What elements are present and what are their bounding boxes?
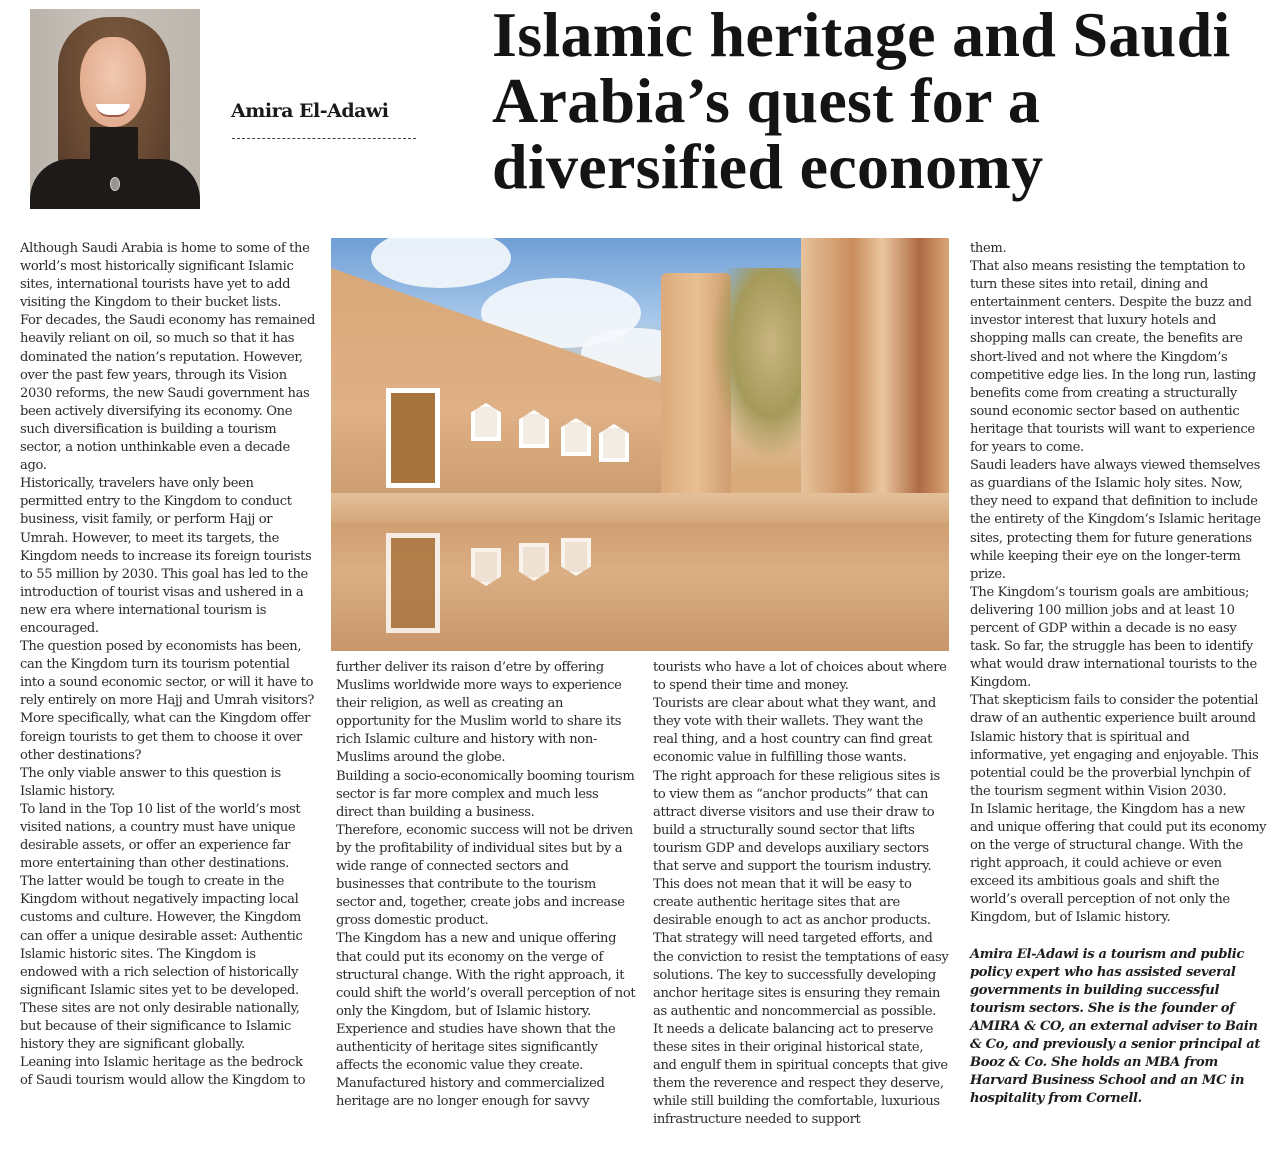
paragraph: Leaning into Islamic heritage as the bedrock of Saudi tourism would allow the Kingdom to <box>20 1055 306 1089</box>
paragraph: This does not mean that it will be easy to create authentic heritage sites that are desirable enough to act as anchor products. That strategy will need targeted efforts, and the conviction to resist the temptations of easy solutions. The key to successfully developing anchor heritage sites is ensuring they remain as authentic and noncommercial as possible. <box>653 877 949 1019</box>
article-column-3 <box>653 659 949 1129</box>
author-photo <box>30 9 200 209</box>
wooden-door-reflection <box>386 533 440 633</box>
paragraph: The Kingdom has a new and unique offering that could put its economy on the verge of structural change. With the right approach, it could shift the world’s overall perception of not only the Kingdom, but of Islamic history. <box>336 931 636 1019</box>
paragraph: It needs a delicate balancing act to preserve these sites in their original historical state, and engulf them in spiritual concepts that give them the reverence and respect they deserve, while still building the comfortable, luxurious infrastructure needed to support <box>653 1021 948 1128</box>
author-bio: Amira El-Adawi is a tourism and public policy expert who has assisted several governments in building successful tourism sectors. She is the founder of AMIRA & CO, an external adviser to Bain & Co, and previously a senior principal at Booz & Co. She holds an MBA from Harvard Business School and an MC in hospitality from Cornell. <box>970 946 1261 1107</box>
paragraph: The Kingdom’s tourism goals are ambitious; delivering 100 million jobs and at least 10 percent of GDP within a decade is no easy task. So far, the struggle has been to identify what would draw international tourists to the Kingdom. <box>970 584 1257 691</box>
paragraph: To land in the Top 10 list of the world’s most visited nations, a country must have unique desirable assets, or offer an experience far more entertaining than other destinations. The latter would be tough to create in the Kingdom without negatively impacting local customs and culture. However, the Kingdom can offer a unique desirable asset: Authentic Islamic historic sites. The Kingdom is endowed with a rich selection of historically significant Islamic sites yet to be developed. These sites are not only desirable nationally, but because of their significance to Islamic history they are significant globally. <box>20 801 303 1053</box>
paragraph: Historically, travelers have only been permitted entry to the Kingdom to conduct business, visit family, or perform Hajj or Umrah. However, to meet its targets, the Kingdom needs to increase its foreign tourists to 55 million by 2030. This goal has led to the introduction of tourist visas and ushered in a new era where international tourism is encouraged. <box>20 476 312 636</box>
paragraph: That also means resisting the temptation to turn these sites into retail, dining and entertainment centers. Despite the buzz and investor interest that luxury hotels and shopping malls can create, the benefits are short-lived and not where the Kingdom’s competitive edge lies. In the long run, lasting benefits come from creating a structurally sound economic sector based on authentic heritage that tourists will want to experience for years to come. <box>970 259 1256 456</box>
headline: Islamic heritage and Saudi Arabia’s quest for a diversified economy <box>492 0 1231 202</box>
paragraph: That skepticism fails to consider the potential draw of an authentic experience built around Islamic history that is spiritual and informative, yet engaging and enjoyable. This potential could be the proverbial lynchpin of the tourism segment within Vision 2030. <box>970 693 1259 799</box>
courtyard-ground <box>331 493 949 523</box>
feature-photo <box>331 238 949 651</box>
paragraph: For decades, the Saudi economy has remained heavily reliant on oil, so much so that it has dominated the nation’s reputation. However, over the past few years, through its Vision 2030 reforms, the new Saudi government has been actively diversifying its economy. One such diversification is building a tourism sector, a notion unthinkable even a decade ago. <box>20 313 315 474</box>
author-photo-pendant <box>110 177 120 191</box>
colonnade <box>801 238 949 498</box>
paragraph: further deliver its raison d’etre by offering Muslims worldwide more ways to experience their religion, as well as creating an opportunity for the Muslim world to share its rich Islamic culture and history with non-Muslims around the globe. <box>336 660 622 766</box>
paragraph: Therefore, economic success will not be driven by the profitability of individual sites but by a wide range of connected sectors and businesses that contribute to the tourism sector and, together, create jobs and increase gross domestic product. <box>336 822 633 929</box>
paragraph: The right approach for these religious sites is to view them as “anchor products” that can attract diverse visitors and use their draw to build a structurally sound sector that lifts tourism GDP and develops auxiliary sectors that serve and support the tourism industry. <box>653 768 940 875</box>
byline: Amira El-Adawi <box>231 100 389 122</box>
paragraph: Saudi leaders have always viewed themselves as guardians of the Islamic holy sites. Now, they need to expand that definition to include the entirety of the Kingdom’s Islamic heritage sites, protecting them for future generations while keeping their eye on the longer-term prize. <box>970 458 1261 582</box>
paragraph: Experience and studies have shown that the authenticity of heritage sites significantly affects the economic value they create. <box>336 1021 616 1074</box>
paragraph: Building a socio-economically booming tourism sector is far more complex and much less direct than building a business. <box>336 768 635 820</box>
paragraph: The only viable answer to this question is Islamic history. <box>20 765 281 799</box>
paragraph: Tourists are clear about what they want, and they vote with their wallets. They want the real thing, and a host country can find great economic value in fulfilling those wants. <box>653 696 936 766</box>
paragraph: The question posed by economists has been, can the Kingdom turn its tourism potential into a sound economic sector, or will it have to rely entirely on more Hajj and Umrah visitors? More specifically, what can the Kingdom offer foreign tourists to get them to choose it over other destinations? <box>20 639 315 763</box>
byline-divider <box>232 138 416 139</box>
paragraph: Although Saudi Arabia is home to some of the world’s most historically significant Islamic sites, international tourists have yet to add visiting the Kingdom to their bucket lists. <box>20 241 310 311</box>
paragraph: them. <box>970 241 1007 256</box>
paragraph: In Islamic heritage, the Kingdom has a new and unique offering that could put its economy on the verge of structural change. With the right approach, it could achieve or even exceed its ambitious goals and shift the world’s overall perception of not only the Kingdom, but of Islamic history. <box>970 801 1267 926</box>
wooden-door <box>386 388 440 488</box>
article-column-4 <box>970 240 1268 1108</box>
paragraph: Manufactured history and commercialized heritage are no longer enough for savvy <box>336 1076 605 1110</box>
paragraph: tourists who have a lot of choices about where to spend their time and money. <box>653 660 947 694</box>
article-column-1 <box>20 240 316 1090</box>
cloud <box>371 238 511 288</box>
article-column-2 <box>336 659 636 1111</box>
